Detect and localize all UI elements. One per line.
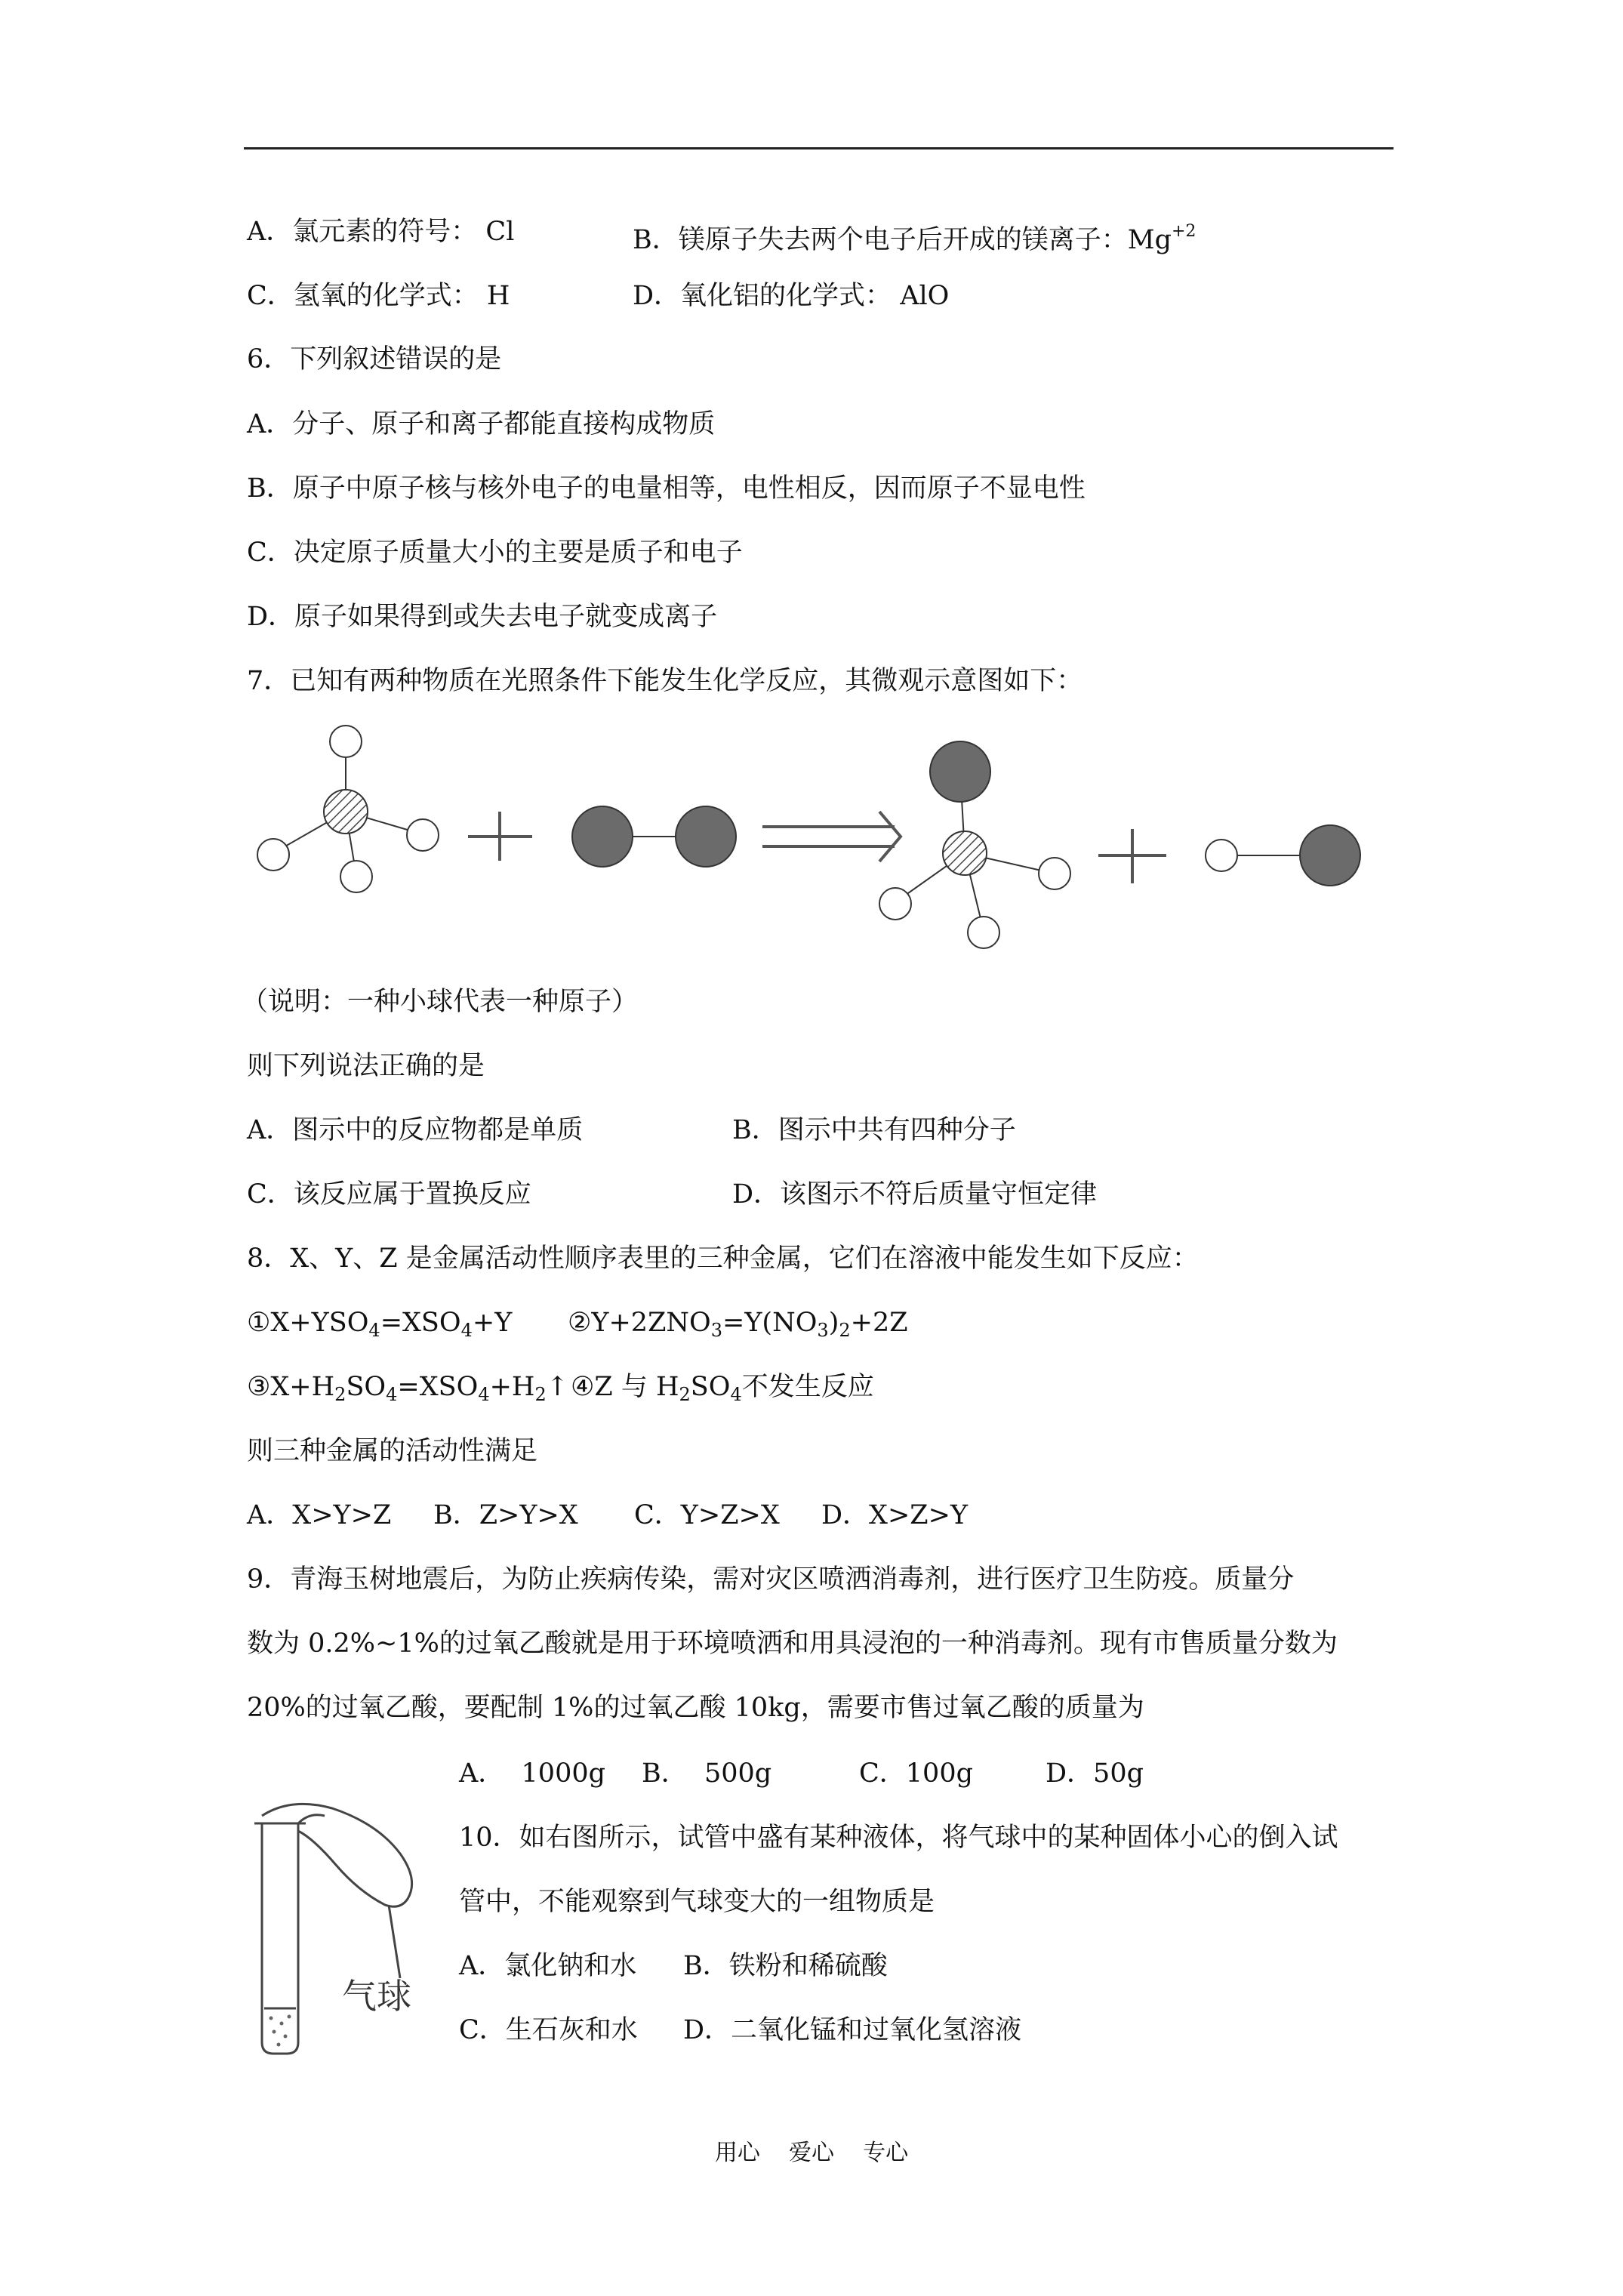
reactant-molecule-1	[257, 726, 439, 892]
reactant-molecule-2	[572, 806, 736, 867]
q5-option-c: C．氢氧的化学式： H	[247, 281, 510, 311]
q8-ask: 则三种金属的活动性满足	[247, 1436, 538, 1466]
q10-option-c: C．生石灰和水	[459, 2015, 638, 2045]
q10-option-b: B．铁粉和稀硫酸	[683, 1951, 888, 1981]
q5-option-d: D．氧化铝的化学式： AlO	[633, 281, 950, 311]
q6-stem: 6．下列叙述错误的是	[247, 344, 502, 374]
q9-option-b: B． 500g	[642, 1758, 772, 1789]
q6-option-a: A．分子、原子和离子都能直接构成物质	[247, 409, 716, 439]
reaction-arrow	[762, 812, 901, 861]
q10-line-1: 10．如右图所示，试管中盛有某种液体，将气球中的某种固体小心的倒入试	[459, 1823, 1338, 1853]
plus-sign	[1098, 829, 1166, 883]
reaction-diagram	[242, 717, 1389, 959]
product-molecule-2	[1206, 825, 1360, 886]
q6-option-b: B．原子中原子核与核外电子的电量相等，电性相反，因而原子不显电性	[247, 473, 1086, 504]
q7-option-c: C．该反应属于置换反应	[247, 1179, 531, 1210]
q6-option-c: C．决定原子质量大小的主要是质子和电子	[247, 538, 743, 568]
product-molecule-1	[879, 741, 1070, 948]
q7-stem: 7．已知有两种物质在光照条件下能发生化学反应，其微观示意图如下：	[247, 666, 1083, 696]
q7-ask: 则下列说法正确的是	[247, 1051, 485, 1081]
balloon-label: 气球	[342, 1977, 411, 2016]
q8-stem: 8．X、Y、Z 是金属活动性顺序表里的三种金属，它们在溶液中能发生如下反应：	[247, 1244, 1199, 1274]
q8-reaction-3: $③X+H_2SO_4=XSO_4+H_2↑$	[247, 1372, 569, 1405]
q5-option-b: B．镁原子失去两个电子后开成的镁离子：$Mg^{+2}$	[633, 222, 1196, 255]
q8-reaction-4: ④Z 与 $H_2SO_4$不发生反应	[571, 1372, 874, 1405]
q10-option-d: D．二氧化锰和过氧化氢溶液	[683, 2015, 1022, 2045]
q8-reaction-2: $②Y+2ZNO_3=Y(NO_3)_2+2Z$	[568, 1308, 908, 1341]
q7-option-d: D．该图示不符后质量守恒定律	[732, 1179, 1098, 1210]
q10-line-2: 管中，不能观察到气球变大的一组物质是	[459, 1887, 935, 1917]
q8-option-b: B．Z>Y>X	[433, 1500, 578, 1530]
q8-option-c: C．Y>Z>X	[634, 1500, 780, 1530]
q10-option-a: A．氯化钠和水	[459, 1951, 637, 1981]
q5-option-a: A．氯元素的符号： Cl	[247, 217, 515, 247]
header-rule	[244, 147, 1394, 149]
q7-note: （说明：一种小球代表一种原子）	[242, 987, 639, 1017]
q8-option-d: D．X>Z>Y	[821, 1500, 969, 1530]
q7-option-b: B．图示中共有四种分子	[732, 1115, 1016, 1145]
q7-option-a: A．图示中的反应物都是单质	[247, 1115, 584, 1145]
q8-option-a: A．X>Y>Z	[247, 1500, 392, 1530]
page-footer: 用心 爱心 专心	[714, 2140, 909, 2166]
plus-sign	[468, 812, 532, 861]
q8-reaction-1: $①X+YSO_4=XSO_4+Y$	[247, 1308, 513, 1341]
q9-option-a: A． 1000g	[459, 1758, 606, 1789]
q9-line-3: 20%的过氧乙酸，要配制 1%的过氧乙酸 10kg，需要市售过氧乙酸的质量为	[247, 1693, 1144, 1723]
q9-line-1: 9．青海玉树地震后，为防止疾病传染，需对灾区喷洒消毒剂，进行医疗卫生防疫。质量分	[247, 1564, 1295, 1595]
q9-line-2: 数为 0.2%~1%的过氧乙酸就是用于环境喷洒和用具浸泡的一种消毒剂。现有市售质量分数为	[247, 1629, 1338, 1659]
q9-option-c: C．100g	[859, 1758, 973, 1789]
test-tube-balloon-figure	[245, 1793, 445, 2057]
q9-option-d: D．50g	[1046, 1758, 1144, 1789]
q6-option-d: D．原子如果得到或失去电子就变成离子	[247, 602, 718, 632]
